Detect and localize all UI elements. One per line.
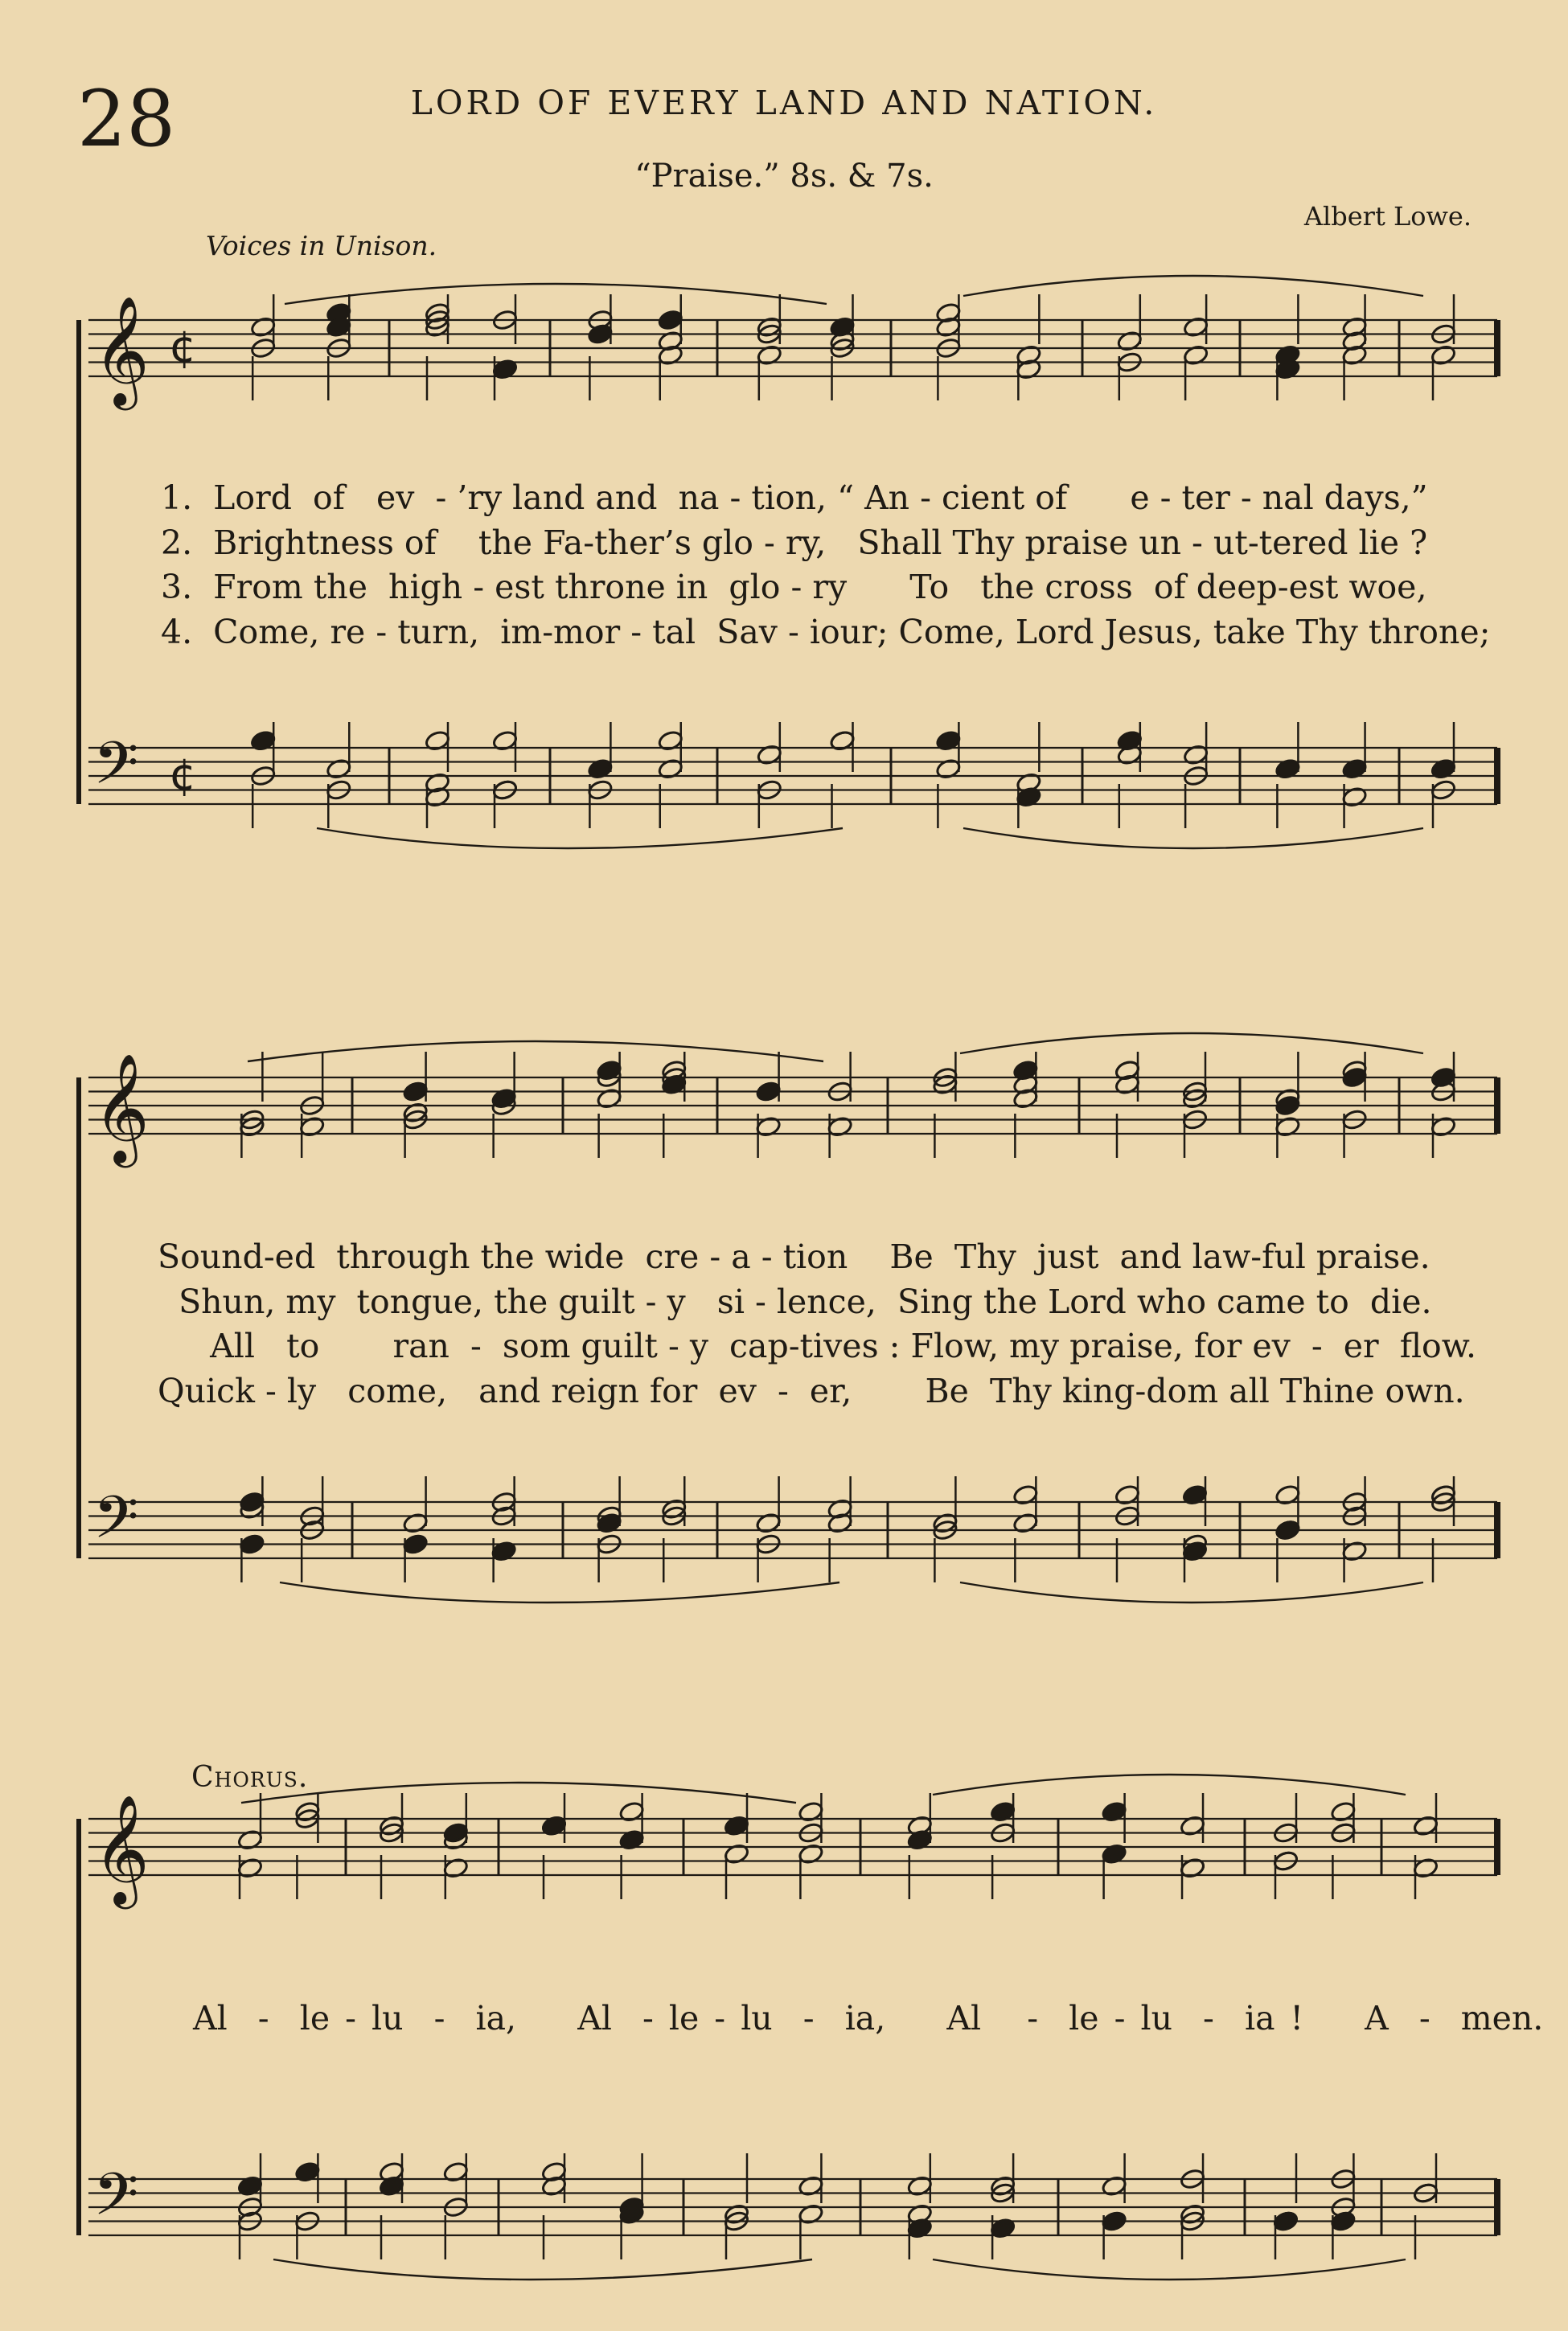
time-signature: ¢ <box>169 322 197 372</box>
slur <box>963 276 1423 296</box>
verse-line: 3. From the high - est throne in glo - ry To the cross of deep-est woe, <box>161 568 1427 606</box>
slur <box>248 1041 823 1061</box>
chorus-lyrics: Al - le - lu - ia, Al - le - lu - ia, Al - le - lu - ia ! A - men. <box>193 1999 1544 2038</box>
note-head <box>1272 2210 1299 2232</box>
verse-line: 1. Lord of ev - ’ry land and na - tion, “ An - cient of e - ter - nal days,” <box>161 478 1428 517</box>
performance-direction: Voices in Unison. <box>206 230 437 261</box>
slur <box>285 284 827 304</box>
slur <box>280 1582 839 1603</box>
verses-part-2 <box>158 1235 1476 1414</box>
time-signature: ¢ <box>169 749 197 800</box>
hymn-number: 28 <box>77 74 176 164</box>
hymn-title: LORD OF EVERY LAND AND NATION. <box>410 84 1158 122</box>
slur <box>317 828 843 848</box>
slur <box>960 1033 1423 1053</box>
slur <box>241 1783 796 1803</box>
verse-line: 2. Brightness of the Fa-ther’s glo - ry, Shall Thy praise un - ut-tered lie ? <box>161 523 1428 562</box>
bass-clef: 𝄢 <box>93 728 139 811</box>
treble-clef: 𝄞 <box>93 294 150 405</box>
note-head <box>657 309 683 331</box>
slur <box>933 1775 1406 1795</box>
chorus-label: Chorus. <box>191 1761 309 1794</box>
slur <box>273 2259 812 2280</box>
slur <box>960 1582 1423 1603</box>
slur <box>933 2259 1406 2280</box>
verse-line: Quick - ly come, and reign for ev - er, Be Thy king-dom all Thine own. <box>158 1371 1465 1410</box>
verse-line: Shun, my tongue, the guilt - y si - lence, Sing the Lord who came to die. <box>158 1282 1432 1321</box>
note-head <box>239 1533 265 1555</box>
treble-clef: 𝄞 <box>93 1793 150 1904</box>
note-head <box>402 1533 429 1555</box>
bass-clef: 𝄢 <box>93 1483 139 1566</box>
verse-line: Sound-ed through the wide cre - a - tion Be Thy just and law-ful praise. <box>158 1237 1430 1276</box>
bass-clef: 𝄢 <box>93 2160 139 2243</box>
verses-part-1 <box>161 476 1490 655</box>
verse-line: All to ran - som guilt - y cap-tives : Flow, my praise, for ev - er flow. <box>158 1327 1476 1365</box>
tune-meter: “Praise.” 8s. & 7s. <box>634 158 934 195</box>
slur <box>963 828 1423 848</box>
note-head <box>1101 2210 1127 2232</box>
verse-line: 4. Come, re - turn, im-mor - tal Sav - iour; Come, Lord Jesus, take Thy throne; <box>161 612 1491 651</box>
treble-clef: 𝄞 <box>93 1052 150 1163</box>
composer: Albert Lowe. <box>1303 201 1472 232</box>
note-head <box>755 1080 782 1102</box>
note-head <box>402 1080 429 1102</box>
